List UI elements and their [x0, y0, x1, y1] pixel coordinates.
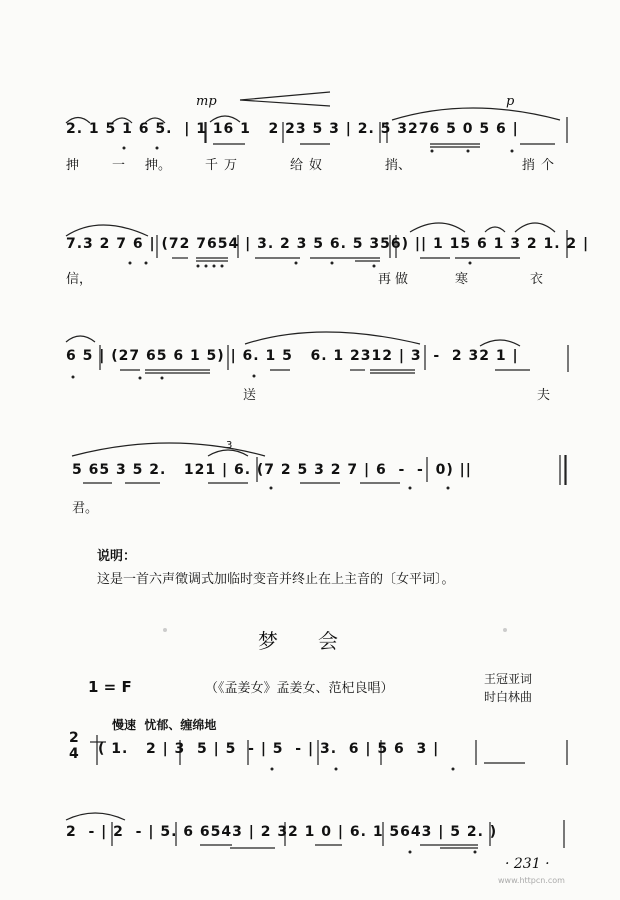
composer: 时白林曲 — [484, 690, 533, 704]
system-1-lyric-1: 抻 — [66, 158, 80, 173]
system-2-notes: 7.3 2 7 6 | (72 7654 | 3. 2 3 5 6. 5 356) || 1 15 6 1 3 2 1. 2 | — [66, 236, 590, 252]
system-1-notes: 2. 1 5 1 6 5. | 1 16 1 2 23 5 3 | 2. 5 3276 5 0 5 6 | — [66, 121, 519, 137]
system-4-lyric-1: 君。 — [72, 501, 99, 516]
system-2-lyric-1: 信， — [66, 272, 93, 287]
note-body: 这是一首六声徵调式加临时变音并终止在上主音的〔女平词〕。 — [97, 572, 455, 587]
system-1-lyric-6: 捎、 — [385, 158, 412, 173]
system-3-lyric-1: 送 — [243, 388, 257, 403]
song-title: 梦 会 — [258, 629, 338, 653]
song-subtitle: （《孟姜女》孟姜女、范杞良唱） — [205, 681, 394, 696]
system-5-notes: ( 1. 2 | 3 5 | 5 - | 5 - | 3. 6 | 5 6 3 | — [98, 741, 440, 757]
system-1-lyric-2: 一 — [112, 158, 126, 173]
system-1-lyric-5: 给奴 — [290, 158, 329, 173]
system-3-dots — [72, 375, 256, 380]
system-6-notes: 2 - | 2 - | 5. 6 6543 | 2 32 1 0 | 6. 1 5643 | 5 2. ) — [66, 824, 498, 840]
system-2-lyric-3: 寒 — [455, 272, 469, 287]
system-6-dots — [409, 851, 477, 854]
time-sig-bottom: 4 — [69, 746, 80, 762]
system-3-notes: 6 5 | (27 65 6 1 5) | 6. 1 5 6. 1 2312 | 3 - 2 32 1 | — [66, 348, 519, 364]
triplet-mark: 3 — [226, 440, 233, 451]
note-heading: 说明： — [97, 549, 137, 564]
system-1-lyric-4: 千万 — [205, 158, 244, 173]
system-2-dots — [129, 262, 472, 268]
system-5-dots — [271, 768, 455, 771]
key-signature: 1 = F — [88, 678, 132, 696]
system-1-lyric-7: 捎个 — [522, 158, 561, 173]
system-3-lyric-2: 夫 — [537, 388, 551, 403]
system-1-lyric-3: 抻。 — [145, 158, 172, 173]
page-number: · 231 · — [505, 856, 550, 872]
lyricist: 王冠亚词 — [484, 672, 533, 686]
watermark: www.httpcn.com — [498, 876, 565, 885]
system-4-dots — [270, 487, 450, 490]
system-2-lyric-2: 再做 — [378, 272, 413, 287]
system-4-notes: 5 65 3 5 2. 121 | 6. (7 2 5 3 2 7 | 6 - - 0) || — [72, 462, 472, 478]
dynamic-mp: mp — [196, 94, 217, 109]
tempo-marking: 慢速 忧郁、缠绵地 — [112, 718, 217, 732]
time-sig-top: 2 — [69, 730, 80, 746]
system-2-lyric-4: 衣 — [530, 272, 544, 287]
system-1-marks — [66, 92, 567, 147]
dynamic-p: p — [506, 94, 515, 109]
